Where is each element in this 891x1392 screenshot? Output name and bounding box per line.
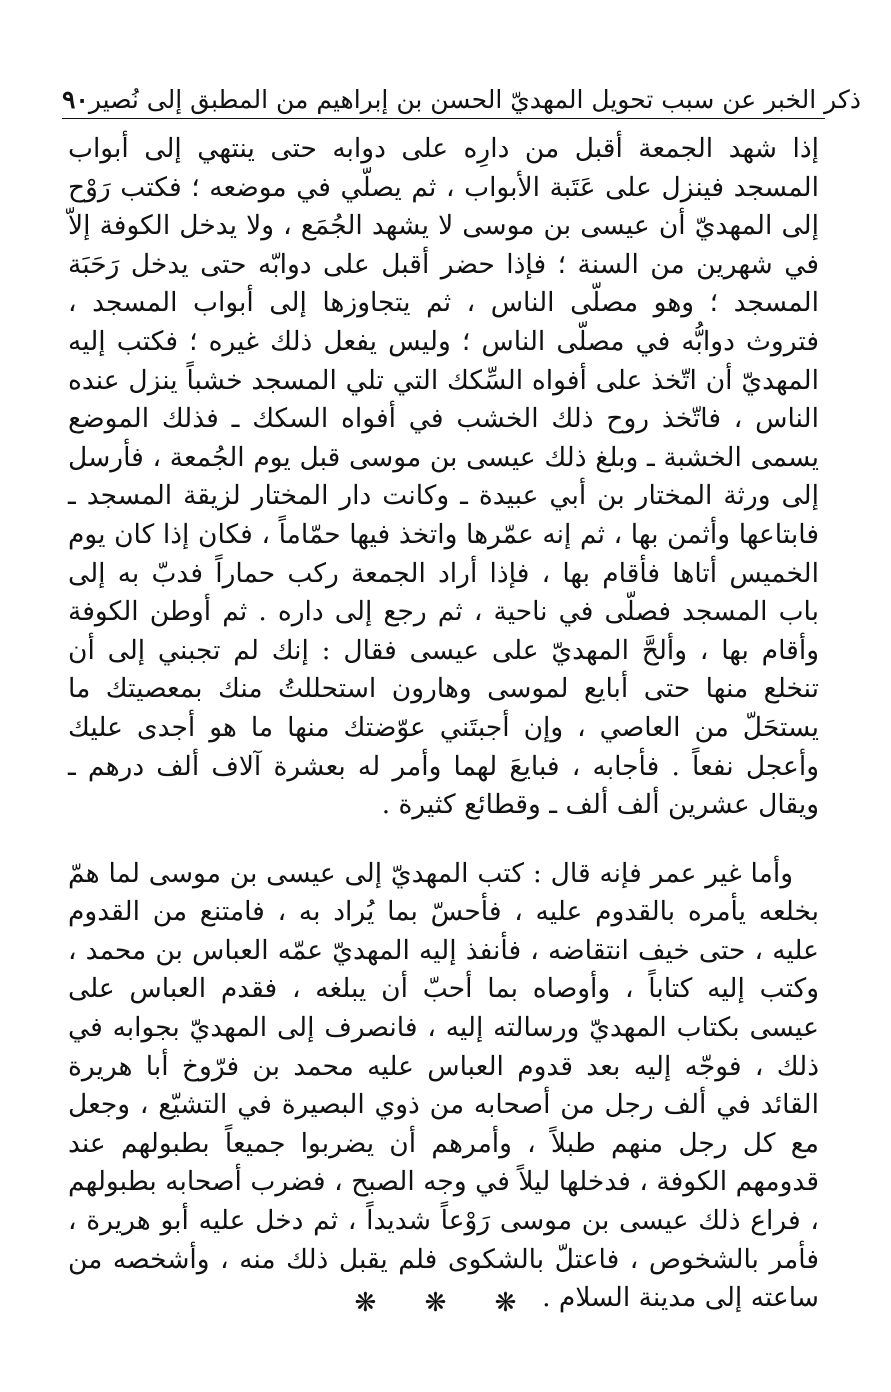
page-number: ٩٠ bbox=[62, 85, 89, 114]
paragraph-1: إذا شهد الجمعة أقبل من دارِه على دوابه حتى ينتهي إلى أبواب المسجد فينزل على عَتَبة الأبواب ، ثم يصلّي في موضعه ؛ فكتب رَوْح إلى المهديّ أن عيسى بن موسى لا يشهد الجُمَع ، ولا يدخل الكوفة إلاّ في شهرين من السنة ؛ فإذا حضر أقبل على دوابّه حتى يدخل رَحَبَة المسجد ؛ وهو مصلّى الناس ، ثم يتجاوزها إلى أبواب المسجد ، فتروث دوابُّه في مصلّى الناس ؛ وليس يفعل ذلك غيره ؛ فكتب إليه المهديّ أن اتّخذ على أفواه السِّكك التي تلي المسجد خشباً ينزل عنده الناس ، فاتّخذ روح ذلك الخشب في أفواه السكك ـ فذلك الموضع يسمى الخشبة ـ وبلغ ذلك عيسى بن موسى قبل يوم الجُمعة ، فأرسل إلى ورثة المختار بن أبي عبيدة ـ وكانت دار المختار لزيقة المسجد ـ فابتاعها وأثمن بها ، ثم إنه عمّرها واتخذ فيها حمّاماً ، فكان إذا كان يوم الخميس أتاها فأقام بها ، فإذا أراد الجمعة ركب حماراً فدبّ به إلى باب المسجد فصلّى في ناحية ، ثم رجع إلى داره . ثم أوطن الكوفة وأقام بها ، وألحَّ المهديّ على عيسى فقال : إنك لم تجبني إلى أن تنخلع منها حتى أبايع لموسى وهارون استحللتُ منك بمعصيتك ما يستحَلّ من العاصي ، وإن أجبتَني عوّضتك منها ما هو أجدى عليك وأعجل نفعاً . فأجابه ، فبايعَ لهما وأمر له بعشرة آلاف ألف درهم ـ ويقال عشرين ألف ألف ـ وقطائع كثيرة . bbox=[68, 133, 819, 821]
running-title: ذكر الخبر عن سبب تحويل المهديّ الحسن بن إبراهيم من المطبق إلى نُصير bbox=[88, 85, 861, 114]
page-header bbox=[62, 76, 861, 119]
section-end-ornament: ❋ ❋ ❋ bbox=[354, 1288, 537, 1318]
paragraph-2: وأما غير عمر فإنه قال : كتب المهديّ إلى عيسى بن موسى لما همّ بخلعه يأمره بالقدوم عليه ، فأحسّ بما يُراد به ، فامتنع من القدوم عليه ، حتى خيف انتقاضه ، فأنفذ إليه المهديّ عمّه العباس بن محمد ، وكتب إليه كتاباً ، وأوصاه بما أحبّ أن يبلغه ، فقدم العباس على عيسى بكتاب المهديّ ورسالته إليه ، فانصرف إلى المهديّ بجوابه في ذلك ، فوجّه إليه بعد قدوم العباس عليه محمد بن فرّوخ أبا هريرة القائد في ألف رجل من أصحابه من ذوي البصيرة في التشيّع ، وجعل مع كل رجل منهم طبلاً ، وأمرهم أن يضربوا جميعاً بطبولهم عند قدومهم الكوفة ، فدخلها ليلاً في وجه الصبح ، فضرب أصحابه بطبولهم ، فراع ذلك عيسى بن موسى رَوْعاً شديداً ، ثم دخل عليه أبو هريرة ، فأمر بالشخوص ، فاعتلّ بالشكوى فلم يقبل ذلك منه ، وأشخصه من ساعته إلى مدينة السلام . bbox=[68, 857, 819, 1314]
body-text bbox=[68, 130, 819, 1318]
